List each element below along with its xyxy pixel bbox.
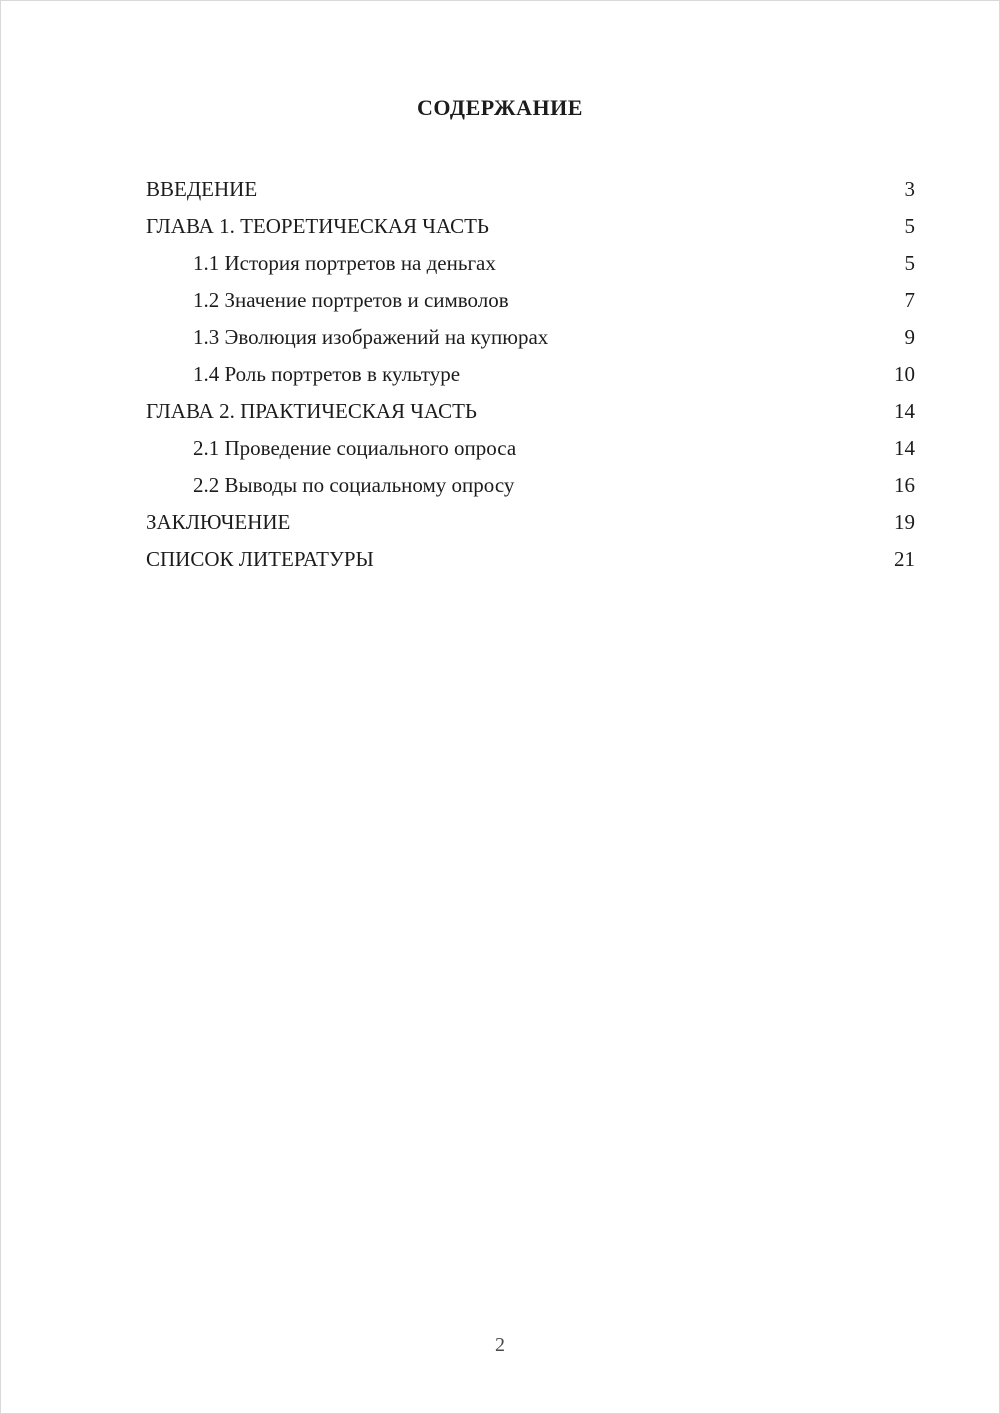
toc-entry-label: 1.4 Роль портретов в культуре (193, 362, 461, 386)
toc-entry (146, 319, 915, 356)
toc-entry (146, 504, 915, 541)
toc-entry (146, 208, 915, 245)
toc-entry-label: 1.2 Значение портретов и символов (193, 288, 509, 312)
toc-entry-page: 16 (894, 473, 915, 497)
toc-entry-label: СПИСОК ЛИТЕРАТУРЫ (146, 547, 374, 571)
toc-entry-label: ГЛАВА 1. ТЕОРЕТИЧЕСКАЯ ЧАСТЬ (146, 214, 489, 238)
toc-entry-page: 5 (904, 214, 915, 238)
toc-entry (146, 282, 915, 319)
toc-entry-page: 10 (894, 362, 915, 386)
table-of-contents (1, 171, 999, 578)
toc-entry-label: 2.2 Выводы по социальному опросу (193, 473, 515, 497)
toc-entry-page: 5 (904, 251, 915, 275)
toc-entry-label: ГЛАВА 2. ПРАКТИЧЕСКАЯ ЧАСТЬ (146, 399, 477, 423)
page-title: СОДЕРЖАНИЕ (417, 95, 583, 120)
toc-entry-label: 1.3 Эволюция изображений на купюрах (193, 325, 549, 349)
toc-entry-page: 7 (904, 288, 915, 312)
toc-entry (146, 356, 915, 393)
toc-entry-page: 19 (894, 510, 915, 534)
toc-entry-label: ВВЕДЕНИЕ (146, 177, 258, 201)
toc-entry (146, 467, 915, 504)
toc-entry-label: 1.1 История портретов на деньгах (193, 251, 496, 275)
toc-entry (146, 245, 915, 282)
toc-entry (146, 541, 915, 578)
toc-entry-page: 14 (894, 436, 915, 460)
toc-entry-label: ЗАКЛЮЧЕНИЕ (146, 510, 291, 534)
toc-entry-page: 21 (894, 547, 915, 571)
toc-entry (146, 430, 915, 467)
toc-entry-label: 2.1 Проведение социального опроса (193, 436, 517, 460)
toc-entry-page: 14 (894, 399, 915, 423)
toc-entry-page: 3 (904, 177, 915, 201)
toc-entry (146, 393, 915, 430)
toc-entry-page: 9 (904, 325, 915, 349)
toc-entry (146, 171, 915, 208)
footer-page-number: 2 (495, 1334, 505, 1356)
